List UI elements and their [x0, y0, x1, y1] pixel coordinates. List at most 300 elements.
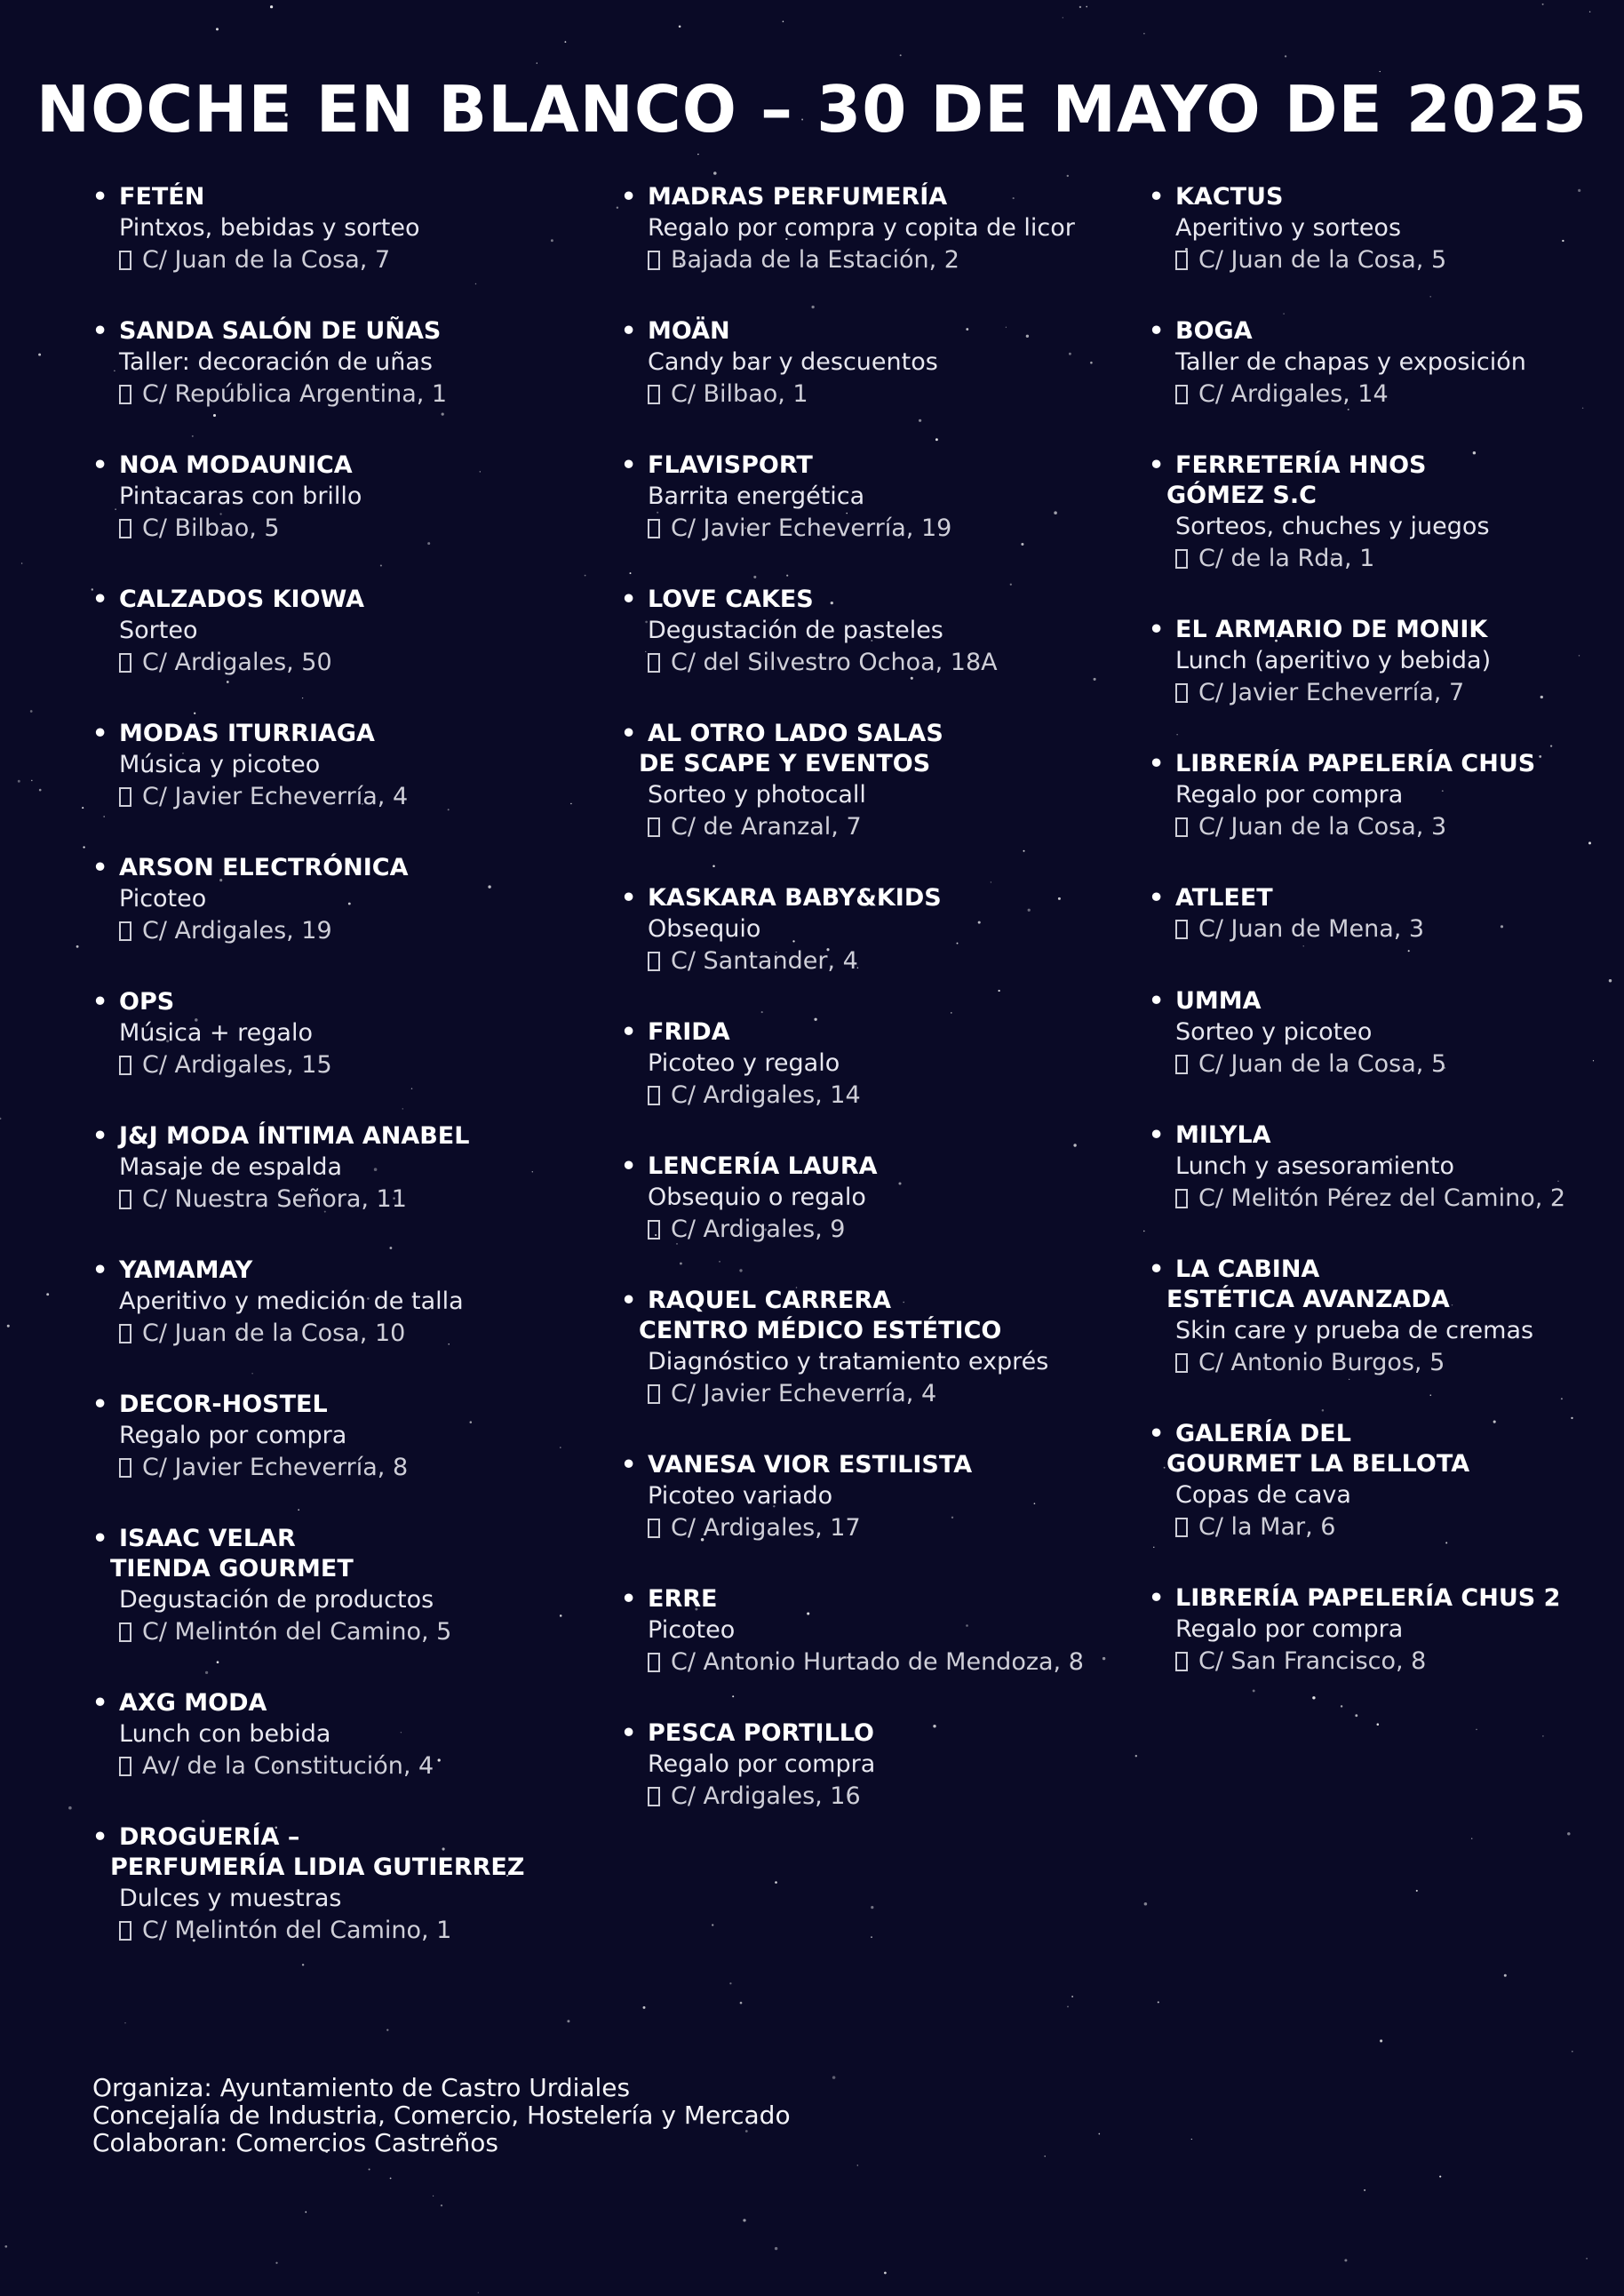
star	[68, 1806, 72, 1810]
shop-name-text: LIBRERÍA PAPELERÍA CHUS 2	[1175, 1584, 1561, 1612]
map-pin-icon	[1175, 920, 1188, 939]
shop-activity: Picoteo y regalo	[648, 1049, 840, 1077]
star	[1476, 1729, 1477, 1731]
shop-name-text: DECOR-HOSTEL	[119, 1391, 328, 1418]
bullet-icon: •	[1149, 1420, 1165, 1447]
shop-name	[92, 450, 608, 481]
shop-address	[621, 1378, 1136, 1410]
shop-name	[92, 1524, 608, 1554]
shop-activity: Taller: decoración de uñas	[119, 348, 433, 376]
map-pin-icon	[648, 1653, 660, 1672]
bullet-icon: •	[621, 1018, 637, 1046]
shop-address	[1149, 1646, 1624, 1678]
map-pin-icon	[1175, 683, 1188, 703]
shop-address-text: C/ Nuestra Señora, 11	[142, 1185, 407, 1213]
shop-address	[621, 1646, 1136, 1678]
shop-activity: Música y picoteo	[119, 751, 321, 778]
shop-name-line2: CENTRO MÉDICO ESTÉTICO	[639, 1317, 1002, 1344]
shop-address	[92, 647, 608, 679]
shop-address-text: C/ Javier Echeverría, 7	[1198, 679, 1465, 706]
bullet-icon: •	[92, 451, 108, 479]
star	[0, 1118, 1, 1120]
star	[1380, 2039, 1382, 2042]
shop-activity: Regalo por compra	[648, 1750, 876, 1778]
shop-name	[92, 1121, 608, 1152]
shop-address-text: C/ Melintón del Camino, 5	[142, 1618, 452, 1646]
bullet-icon: •	[92, 854, 108, 881]
shop-name	[1149, 883, 1624, 913]
shop-activity: Lunch y asesoramiento	[1175, 1152, 1454, 1180]
shop-name-text: EL ARMARIO DE MONIK	[1175, 616, 1488, 643]
shop-name	[621, 182, 1136, 212]
star	[617, 206, 618, 208]
map-pin-icon	[119, 1921, 131, 1941]
bullet-icon: •	[1149, 1256, 1165, 1283]
star	[1191, 2139, 1192, 2140]
star	[38, 354, 41, 356]
map-pin-icon	[119, 1190, 131, 1209]
shop-activity: Candy bar y descuentos	[648, 348, 938, 376]
shop-name-text: MOÄN	[648, 317, 730, 345]
shop-name-text: RAQUEL CARRERA	[648, 1287, 892, 1314]
shop-name	[92, 1688, 608, 1718]
shop-activity: Masaje de espalda	[119, 1153, 343, 1181]
shop-address	[621, 244, 1136, 276]
shop-address	[92, 244, 608, 276]
bullet-icon: •	[621, 1451, 637, 1479]
shop-name-text: KASKARA BABY&KIDS	[648, 884, 942, 912]
star	[1067, 2006, 1069, 2008]
star	[564, 41, 566, 43]
shop-activity: Taller de chapas y exposición	[1175, 348, 1526, 376]
shop-address-text: C/ Juan de la Cosa, 3	[1198, 813, 1447, 841]
shop-entry	[1149, 749, 1624, 883]
column-2	[621, 182, 1136, 1853]
shop-activity: Regalo por compra	[119, 1422, 347, 1449]
shop-entry	[92, 450, 608, 585]
star	[1143, 1231, 1144, 1232]
shop-address	[1149, 677, 1624, 709]
bullet-icon: •	[621, 720, 637, 747]
shop-name-text: NOA MODAUNICA	[119, 451, 353, 479]
bullet-icon: •	[1149, 884, 1165, 912]
star	[871, 1936, 872, 1938]
shop-address-text: C/ Javier Echeverría, 19	[671, 514, 952, 542]
shop-address-text: C/ Juan de la Cosa, 5	[1198, 1050, 1447, 1078]
shop-name-text: KACTUS	[1175, 183, 1284, 211]
star	[1586, 2258, 1588, 2260]
shop-address	[92, 1318, 608, 1350]
shop-address-text: C/ Ardigales, 16	[671, 1782, 861, 1810]
shop-entry	[621, 883, 1136, 1017]
shop-name	[621, 883, 1136, 913]
shop-entry	[621, 1017, 1136, 1152]
shop-activity: Aperitivo y medición de talla	[119, 1288, 464, 1315]
shop-entry	[92, 987, 608, 1121]
shop-address	[621, 647, 1136, 679]
shop-name-line2: ESTÉTICA AVANZADA	[1166, 1286, 1450, 1313]
shop-entry	[1149, 450, 1624, 615]
shop-activity: Pintxos, bebidas y sorteo	[119, 214, 420, 242]
footer	[92, 2074, 791, 2156]
shop-name-text: SANDA SALÓN DE UÑAS	[119, 317, 442, 345]
star	[441, 2204, 442, 2206]
star	[1377, 1723, 1380, 1726]
shop-name	[621, 1584, 1136, 1614]
shop-address	[92, 915, 608, 947]
map-pin-icon	[119, 653, 131, 673]
map-pin-icon	[648, 1519, 660, 1538]
map-pin-icon	[648, 952, 660, 971]
shop-entry	[1149, 1419, 1624, 1583]
map-pin-icon	[648, 1086, 660, 1105]
shop-name	[92, 182, 608, 212]
star	[1504, 1974, 1507, 1977]
footer-organizer: Organiza: Ayuntamiento de Castro Urdiales	[92, 2073, 631, 2102]
shop-address	[1149, 543, 1624, 575]
shop-name	[1149, 450, 1624, 481]
shop-address-text: C/ San Francisco, 8	[1198, 1647, 1427, 1675]
bullet-icon: •	[92, 1391, 108, 1418]
shop-address-text: C/ Ardigales, 14	[1198, 380, 1389, 408]
shop-address-text: C/ Ardigales, 17	[671, 1514, 861, 1542]
bullet-icon: •	[92, 1256, 108, 1284]
shop-name	[621, 1286, 1136, 1316]
star	[270, 5, 273, 8]
shop-activity: Sorteo y picoteo	[1175, 1018, 1373, 1046]
shop-entry	[621, 1152, 1136, 1286]
shop-activity: Dulces y muestras	[119, 1885, 342, 1912]
shop-name-text: PESCA PORTILLO	[648, 1719, 874, 1747]
shop-name-text: BOGA	[1175, 317, 1253, 345]
shop-address	[1149, 1048, 1624, 1080]
shop-address-text: C/ Javier Echeverría, 4	[142, 783, 409, 810]
star	[478, 2292, 479, 2293]
shop-address	[621, 945, 1136, 977]
shop-address-text: Av/ de la Constitución, 4	[142, 1752, 434, 1780]
star	[679, 26, 681, 28]
map-pin-icon	[119, 385, 131, 404]
shop-activity: Sorteo y photocall	[648, 781, 866, 809]
map-pin-icon	[1175, 1652, 1188, 1671]
star	[1471, 1838, 1472, 1839]
star	[21, 562, 23, 564]
star	[1158, 2001, 1159, 2003]
star	[857, 2164, 858, 2165]
shop-activity: Sorteo	[119, 617, 198, 644]
shop-address	[1149, 913, 1624, 945]
shop-entry	[621, 316, 1136, 450]
shop-name	[621, 585, 1136, 615]
star	[390, 2178, 392, 2180]
bullet-icon: •	[1149, 183, 1165, 211]
shop-name	[92, 1390, 608, 1420]
shop-address-text: Bajada de la Estación, 2	[671, 246, 959, 274]
map-pin-icon	[1175, 1189, 1188, 1208]
shop-name-text: MILYLA	[1175, 1121, 1271, 1149]
shop-name-text: ISAAC VELAR	[119, 1525, 296, 1552]
bullet-icon: •	[1149, 1584, 1165, 1612]
shop-address	[621, 811, 1136, 843]
bullet-icon: •	[621, 586, 637, 613]
shop-entry	[621, 1286, 1136, 1450]
map-pin-icon	[648, 519, 660, 538]
column-3	[1149, 182, 1624, 1718]
shop-activity: Regalo por compra y copita de licor	[648, 214, 1075, 242]
shop-entry	[1149, 1255, 1624, 1419]
shop-entry	[621, 1450, 1136, 1584]
shop-entry	[92, 316, 608, 450]
star	[1542, 1735, 1543, 1736]
shop-address	[92, 1616, 608, 1648]
map-pin-icon	[119, 921, 131, 941]
map-pin-icon	[1175, 1353, 1188, 1373]
shop-address	[1149, 1511, 1624, 1543]
star	[18, 780, 20, 783]
shop-entry	[92, 1390, 608, 1524]
shop-name	[1149, 749, 1624, 779]
bullet-icon: •	[1149, 451, 1165, 479]
shop-address-text: C/ la Mar, 6	[1198, 1513, 1336, 1541]
shop-name-text: CALZADOS KIOWA	[119, 586, 364, 613]
shop-entry	[621, 450, 1136, 585]
shop-address-text: C/ Ardigales, 15	[142, 1051, 332, 1079]
star	[1416, 1890, 1418, 1892]
star	[1067, 175, 1069, 177]
shop-address-text: C/ de la Rda, 1	[1198, 545, 1375, 572]
star	[775, 2247, 777, 2250]
map-pin-icon	[648, 251, 660, 270]
star	[1364, 2189, 1365, 2191]
star	[900, 54, 902, 56]
shop-name-text: VANESA VIOR ESTILISTA	[648, 1451, 973, 1479]
bullet-icon: •	[92, 720, 108, 747]
shop-name-text: UMMA	[1175, 987, 1262, 1015]
star	[1086, 6, 1087, 8]
shop-address	[621, 1214, 1136, 1246]
shop-address-text: C/ Antonio Hurtado de Mendoza, 8	[671, 1648, 1084, 1676]
map-pin-icon	[648, 817, 660, 837]
shop-name-text: LOVE CAKES	[648, 586, 814, 613]
shop-name-text: ARSON ELECTRÓNICA	[119, 854, 409, 881]
shop-name-text: OPS	[119, 988, 175, 1016]
shop-name-text: FRIDA	[648, 1018, 730, 1046]
map-pin-icon	[119, 1622, 131, 1642]
shop-address-text: C/ de Aranzal, 7	[671, 813, 862, 841]
star	[1439, 2176, 1441, 2178]
star	[729, 1982, 731, 1984]
shop-name-text: FETÉN	[119, 183, 205, 211]
shop-name-text: DROGUERÍA –	[119, 1823, 300, 1851]
shop-address-text: C/ Juan de la Cosa, 7	[142, 246, 391, 274]
star	[871, 1906, 873, 1909]
shop-address	[1149, 1347, 1624, 1379]
bullet-icon: •	[92, 1689, 108, 1717]
shop-address	[92, 1452, 608, 1484]
map-pin-icon	[119, 1324, 131, 1343]
shop-entry	[1149, 316, 1624, 450]
shop-name	[1149, 615, 1624, 645]
shop-address	[92, 513, 608, 545]
bullet-icon: •	[621, 183, 637, 211]
star	[82, 807, 84, 809]
bullet-icon: •	[621, 451, 637, 479]
shop-address-text: C/ Melitón Pérez del Camino, 2	[1198, 1184, 1566, 1212]
bullet-icon: •	[1149, 750, 1165, 777]
bullet-icon: •	[92, 1525, 108, 1552]
star	[30, 710, 33, 713]
shop-entry	[92, 585, 608, 719]
shop-name	[621, 1718, 1136, 1749]
shop-address	[1149, 379, 1624, 411]
shop-activity: Lunch con bebida	[119, 1720, 331, 1748]
map-pin-icon	[1175, 251, 1188, 270]
footer-collaborators: Colaboran: Comercios Castreños	[92, 2128, 499, 2157]
star	[1098, 2133, 1100, 2135]
shop-name-line2: PERFUMERÍA LIDIA GUTIERREZ	[110, 1854, 525, 1881]
shop-address-text: C/ Juan de Mena, 3	[1198, 915, 1425, 943]
star	[884, 2272, 887, 2275]
bullet-icon: •	[92, 183, 108, 211]
shop-name	[92, 853, 608, 883]
shop-name	[1149, 986, 1624, 1016]
shop-name	[1149, 316, 1624, 347]
star	[697, 154, 698, 155]
star	[7, 1325, 10, 1327]
map-pin-icon	[1175, 549, 1188, 569]
shop-entry	[621, 585, 1136, 719]
shop-entry	[1149, 1583, 1624, 1718]
shop-name	[1149, 1120, 1624, 1151]
map-pin-icon	[1175, 1055, 1188, 1074]
shop-address	[92, 781, 608, 813]
shop-activity: Degustación de pasteles	[648, 617, 943, 644]
shop-activity: Obsequio	[648, 915, 761, 943]
shop-name-text: GALERÍA DEL	[1175, 1420, 1351, 1447]
shop-activity: Skin care y prueba de cremas	[1175, 1317, 1534, 1344]
map-pin-icon	[119, 787, 131, 807]
bullet-icon: •	[92, 586, 108, 613]
shop-name-text: YAMAMAY	[119, 1256, 253, 1284]
bullet-icon: •	[621, 1719, 637, 1747]
star	[775, 1881, 777, 1884]
star	[643, 2006, 646, 2009]
shop-name	[92, 1256, 608, 1286]
star	[369, 2168, 370, 2170]
shop-activity: Regalo por compra	[1175, 1615, 1404, 1643]
shop-name-line2: TIENDA GOURMET	[110, 1555, 354, 1582]
shop-entry	[92, 1256, 608, 1390]
bullet-icon: •	[1149, 987, 1165, 1015]
shop-name	[1149, 1583, 1624, 1614]
bullet-icon: •	[92, 1823, 108, 1851]
shop-name-text: FERRETERÍA HNOS	[1175, 451, 1427, 479]
shop-activity: Aperitivo y sorteos	[1175, 214, 1402, 242]
map-pin-icon	[1175, 817, 1188, 837]
shop-address-text: C/ Bilbao, 1	[671, 380, 808, 408]
shop-entry	[92, 1688, 608, 1822]
shop-name	[92, 316, 608, 347]
star	[39, 789, 42, 792]
shop-address-text: C/ Juan de la Cosa, 5	[1198, 246, 1447, 274]
map-pin-icon	[1175, 385, 1188, 404]
shop-name-line2: GÓMEZ S.C	[1166, 482, 1317, 509]
star	[1567, 1832, 1570, 1835]
shop-entry	[1149, 986, 1624, 1120]
bullet-icon: •	[1149, 616, 1165, 643]
star	[1572, 2051, 1573, 2053]
star	[386, 2029, 388, 2030]
bullet-icon: •	[92, 317, 108, 345]
shop-name	[1149, 1255, 1624, 1285]
shop-address-text: C/ Ardigales, 50	[142, 649, 332, 676]
map-pin-icon	[119, 251, 131, 270]
bullet-icon: •	[621, 1585, 637, 1613]
shop-address	[1149, 244, 1624, 276]
shop-address	[621, 513, 1136, 545]
shop-entry	[1149, 182, 1624, 316]
star	[713, 171, 717, 175]
bullet-icon: •	[92, 1122, 108, 1150]
shop-name	[621, 719, 1136, 749]
shop-activity: Barrita energética	[648, 482, 865, 510]
shop-address	[621, 1080, 1136, 1112]
bullet-icon: •	[621, 1287, 637, 1314]
shop-name	[621, 1017, 1136, 1048]
shop-name	[621, 1152, 1136, 1182]
shop-name-text: FLAVISPORT	[648, 451, 813, 479]
star	[1144, 1902, 1148, 1906]
shop-name-text: ATLEET	[1175, 884, 1273, 912]
shop-name-line2: DE SCAPE Y EVENTOS	[639, 750, 931, 777]
star	[275, 2262, 277, 2264]
shop-activity: Picoteo variado	[648, 1482, 833, 1510]
shop-name	[621, 316, 1136, 347]
shop-entry	[621, 182, 1136, 316]
star	[124, 2022, 125, 2023]
bullet-icon: •	[92, 988, 108, 1016]
shop-address-text: C/ Javier Echeverría, 8	[142, 1454, 409, 1481]
shop-address	[621, 379, 1136, 411]
shop-name-text: J&J MODA ÍNTIMA ANABEL	[119, 1122, 470, 1150]
shop-name-text: LA CABINA	[1175, 1256, 1320, 1283]
map-pin-icon	[648, 1384, 660, 1404]
bullet-icon: •	[621, 317, 637, 345]
shop-address-text: C/ Melintón del Camino, 1	[142, 1917, 452, 1944]
shop-address-text: C/ Ardigales, 19	[142, 917, 332, 945]
map-pin-icon	[1175, 1518, 1188, 1537]
star	[216, 28, 219, 30]
map-pin-icon	[119, 1056, 131, 1075]
star	[740, 2002, 743, 2005]
shop-address	[1149, 811, 1624, 843]
shop-address-text: C/ del Silvestro Ochoa, 18A	[671, 649, 998, 676]
shop-name	[1149, 182, 1624, 212]
shop-name-text: MODAS ITURRIAGA	[119, 720, 375, 747]
shop-activity: Música + regalo	[119, 1019, 313, 1047]
shop-name-text: AXG MODA	[119, 1689, 267, 1717]
shop-entry	[92, 182, 608, 316]
shop-address	[621, 1781, 1136, 1813]
shop-name	[621, 1450, 1136, 1480]
shop-entry	[1149, 883, 1624, 986]
footer-department: Concejalía de Industria, Comercio, Hostelería y Mercado	[92, 2101, 791, 2130]
map-pin-icon	[648, 1787, 660, 1806]
bullet-icon: •	[1149, 317, 1165, 345]
shop-name	[621, 450, 1136, 481]
shop-activity: Copas de cava	[1175, 1481, 1351, 1509]
shop-entry	[1149, 1120, 1624, 1255]
